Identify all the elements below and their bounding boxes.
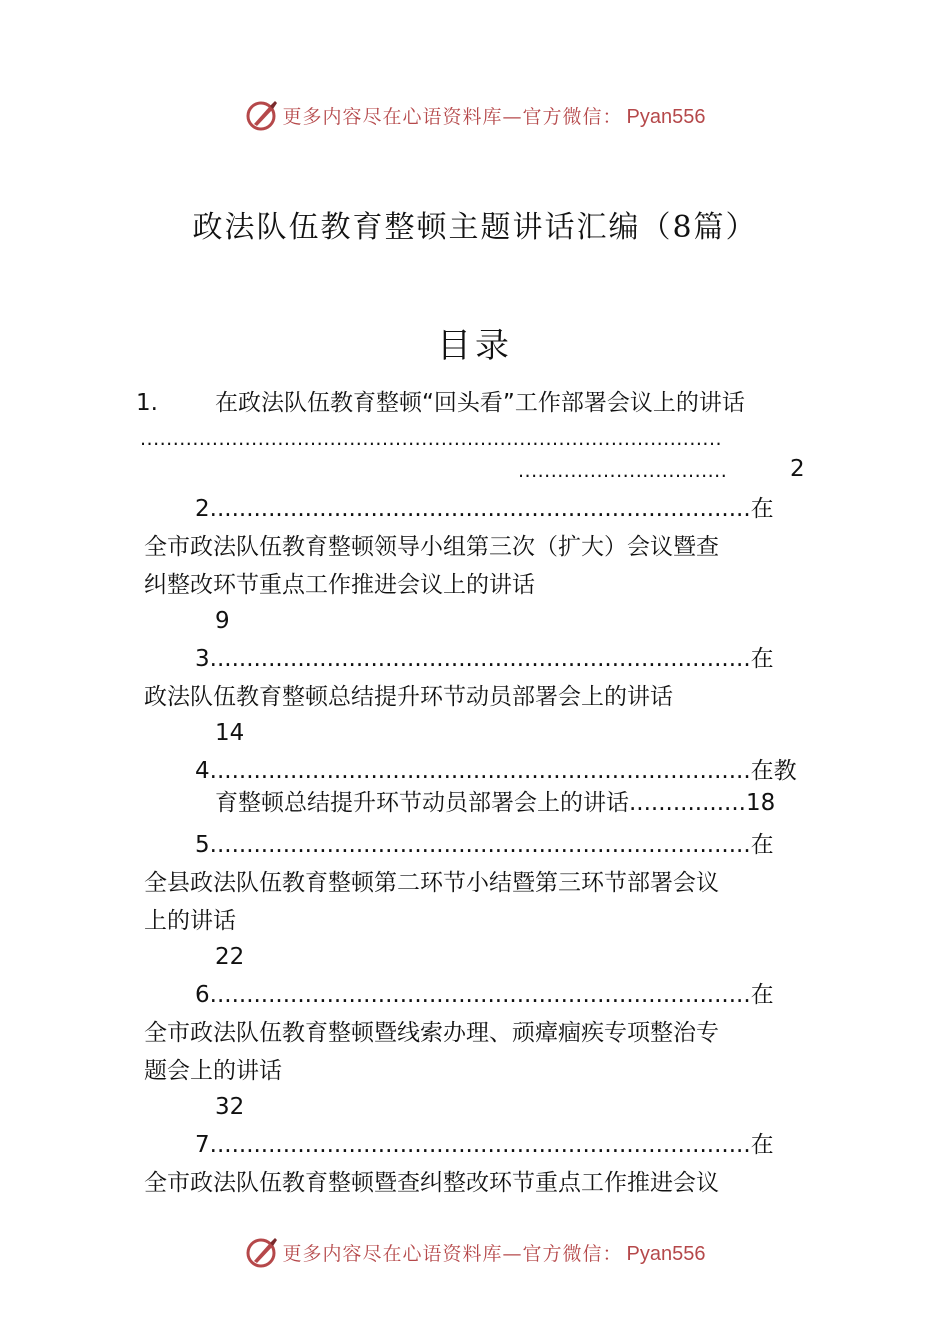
toc-entry-6-line2[interactable]: 题会上的讲话 [144,1058,282,1084]
toc-entry-3-page: 14 [215,720,245,746]
toc-entry-1-dots-a: ......................................................................................... [140,428,723,450]
toc-entry-6-lead[interactable]: 6..........................................................................在 [195,982,774,1008]
toc-entry-6-page: 32 [215,1094,245,1120]
toc-entry-2-line2[interactable]: 纠整改环节重点工作推进会议上的讲话 [144,572,535,598]
watermark-text: 更多内容尽在心语资料库—官方微信： [282,105,623,128]
toc-entry-3-lead[interactable]: 3..........................................................................在 [195,646,774,672]
toc-entry-4-line1[interactable]: 育整顿总结提升环节动员部署会上的讲话................18 [215,790,776,816]
header-watermark [0,95,950,135]
watermark-text: 更多内容尽在心语资料库—官方微信： [282,1242,623,1265]
toc-entry-6-line1[interactable]: 全市政法队伍教育整顿暨线索办理、顽瘴痼疾专项整治专 [144,1020,719,1046]
wechat-id: Pyan556 [626,105,706,128]
toc-entry-1-dots-b: ................................ [518,460,728,482]
toc-entry-5-line1[interactable]: 全县政法队伍教育整顿第二环节小结暨第三环节部署会议 [144,870,719,896]
toc-entry-2-page: 9 [215,608,230,634]
toc-entry-4-lead[interactable]: 4..........................................................................在教 [195,758,797,784]
toc-heading: 目录 [437,326,513,366]
toc-entry-7-line1[interactable]: 全市政法队伍教育整顿暨查纠整改环节重点工作推进会议 [144,1170,719,1196]
toc-entry-1-number: 1. [136,390,158,416]
toc-entry-5-line2[interactable]: 上的讲话 [144,908,236,934]
pen-logo-icon [245,98,279,132]
toc-entry-1-title[interactable]: 在政法队伍教育整顿“回头看”工作部署会议上的讲话 [215,390,745,416]
pen-logo-icon [245,1235,279,1269]
toc-entry-1-page: 2 [790,456,805,482]
toc-entry-5-page: 22 [215,944,245,970]
footer-watermark [0,1232,950,1272]
toc-entry-2-line1[interactable]: 全市政法队伍教育整顿领导小组第三次（扩大）会议暨查 [144,534,719,560]
toc-entry-2-lead[interactable]: 2..........................................................................在 [195,496,774,522]
document-title: 政法队伍教育整顿主题讲话汇编（8篇） [192,210,758,245]
wechat-id: Pyan556 [626,1242,706,1265]
toc-entry-7-lead[interactable]: 7..........................................................................在 [195,1132,774,1158]
toc-entry-5-lead[interactable]: 5..........................................................................在 [195,832,774,858]
toc-entry-3-line1[interactable]: 政法队伍教育整顿总结提升环节动员部署会上的讲话 [144,684,673,710]
